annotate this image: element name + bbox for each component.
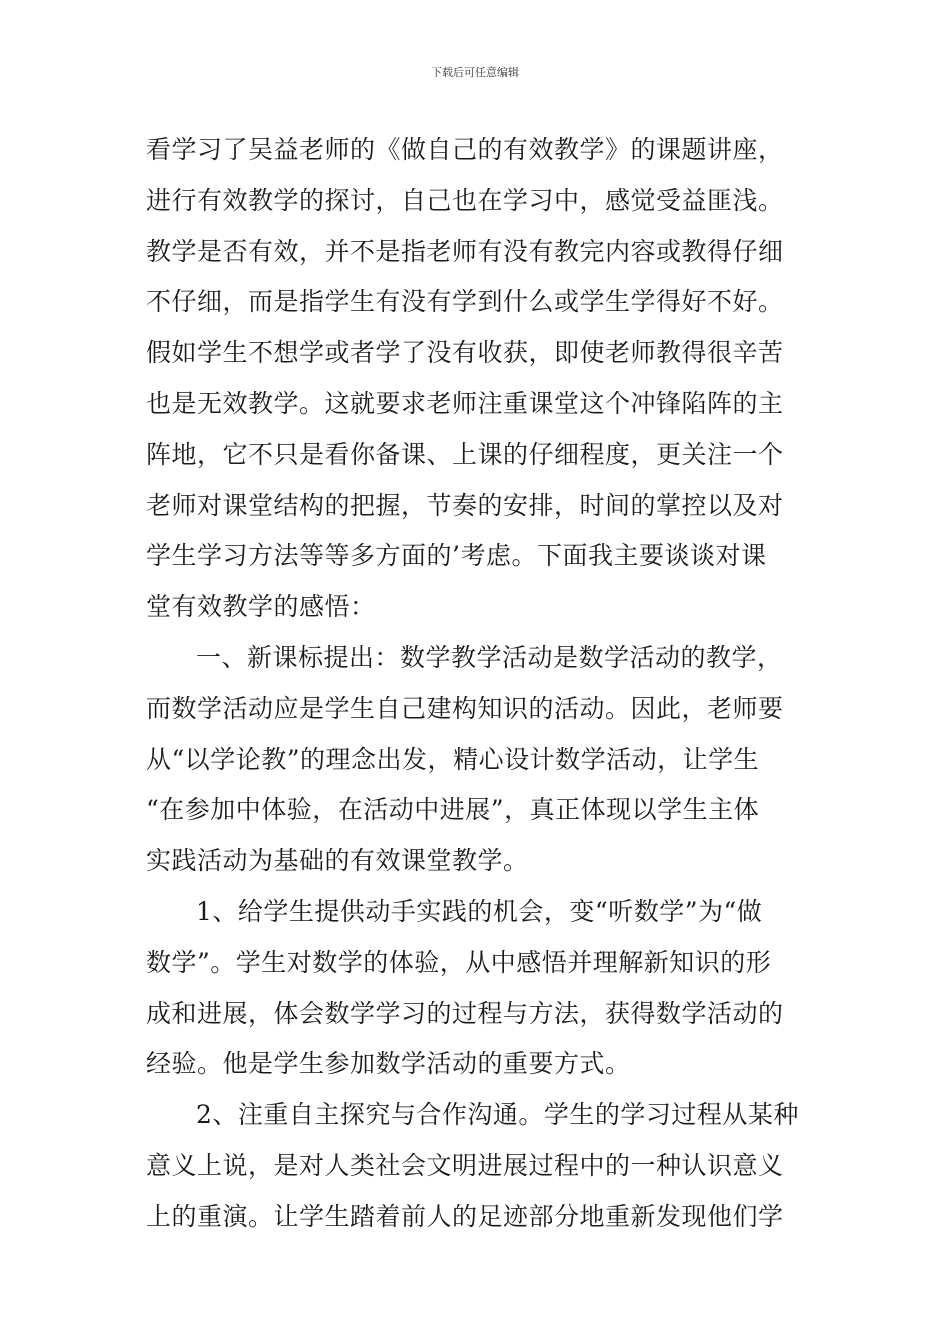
text-line: 意义上说，是对人类社会文明进展过程中的一种认识意义 xyxy=(146,1150,784,1180)
text-line: 上的重演。让学生踏着前人的足迹部分地重新发现他们学 xyxy=(146,1201,784,1231)
text-line: 进行有效教学的探讨，自己也在学习中，感觉受益匪浅。 xyxy=(146,185,784,215)
text-line: 数学”。学生对数学的体验，从中感悟并理解新知识的形 xyxy=(146,947,772,977)
text-line: 也是无效教学。这就要求老师注重课堂这个冲锋陷阵的主 xyxy=(146,388,784,418)
text-line: 而数学活动应是学生自己建构知识的活动。因此，老师要 xyxy=(146,693,784,723)
text-line: 阵地，它不只是看你备课、上课的仔细程度，更关注一个 xyxy=(146,439,784,469)
text-line: 从“以学论教”的理念出发，精心设计数学活动，让学生 xyxy=(146,744,760,774)
text-line: 堂有效教学的感悟： xyxy=(146,592,376,622)
text-line: 不仔细，而是指学生有没有学到什么或学生学得好不好。 xyxy=(146,287,784,317)
text-line: 老师对课堂结构的把握，节奏的安排，时间的掌控以及对 xyxy=(146,490,784,520)
text-line: 假如学生不想学或者学了没有收获，即使老师教得很辛苦 xyxy=(146,338,784,368)
text-line: 成和进展，体会数学学习的过程与方法，获得数学活动的 xyxy=(146,998,784,1028)
text-line: 教学是否有效，并不是指老师有没有教完内容或教得仔细 xyxy=(146,236,784,266)
text-line: 看学习了吴益老师的《做自己的有效教学》的课题讲座， xyxy=(146,135,784,164)
section-heading-line: 一、新课标提出：数学教学活动是数学活动的教学， xyxy=(196,642,783,672)
text-line: 学生学习方法等等多方面的’考虑。下面我主要谈谈对课 xyxy=(146,541,767,571)
text-line: 经验。他是学生参加数学活动的重要方式。 xyxy=(146,1049,631,1079)
body-text xyxy=(146,125,816,1243)
text-line: “在参加中体验，在活动中进展”，真正体现以学生主体 xyxy=(146,795,760,825)
list-item-line: 2、注重自主探究与合作沟通。学生的学习过程从某种 xyxy=(196,1100,799,1130)
text-line: 实践活动为基础的有效课堂教学。 xyxy=(146,846,529,876)
page-header: 下载后可任意编辑 xyxy=(431,66,519,79)
list-item-line: 1、给学生提供动手实践的机会，变“听数学”为“做 xyxy=(196,896,763,926)
